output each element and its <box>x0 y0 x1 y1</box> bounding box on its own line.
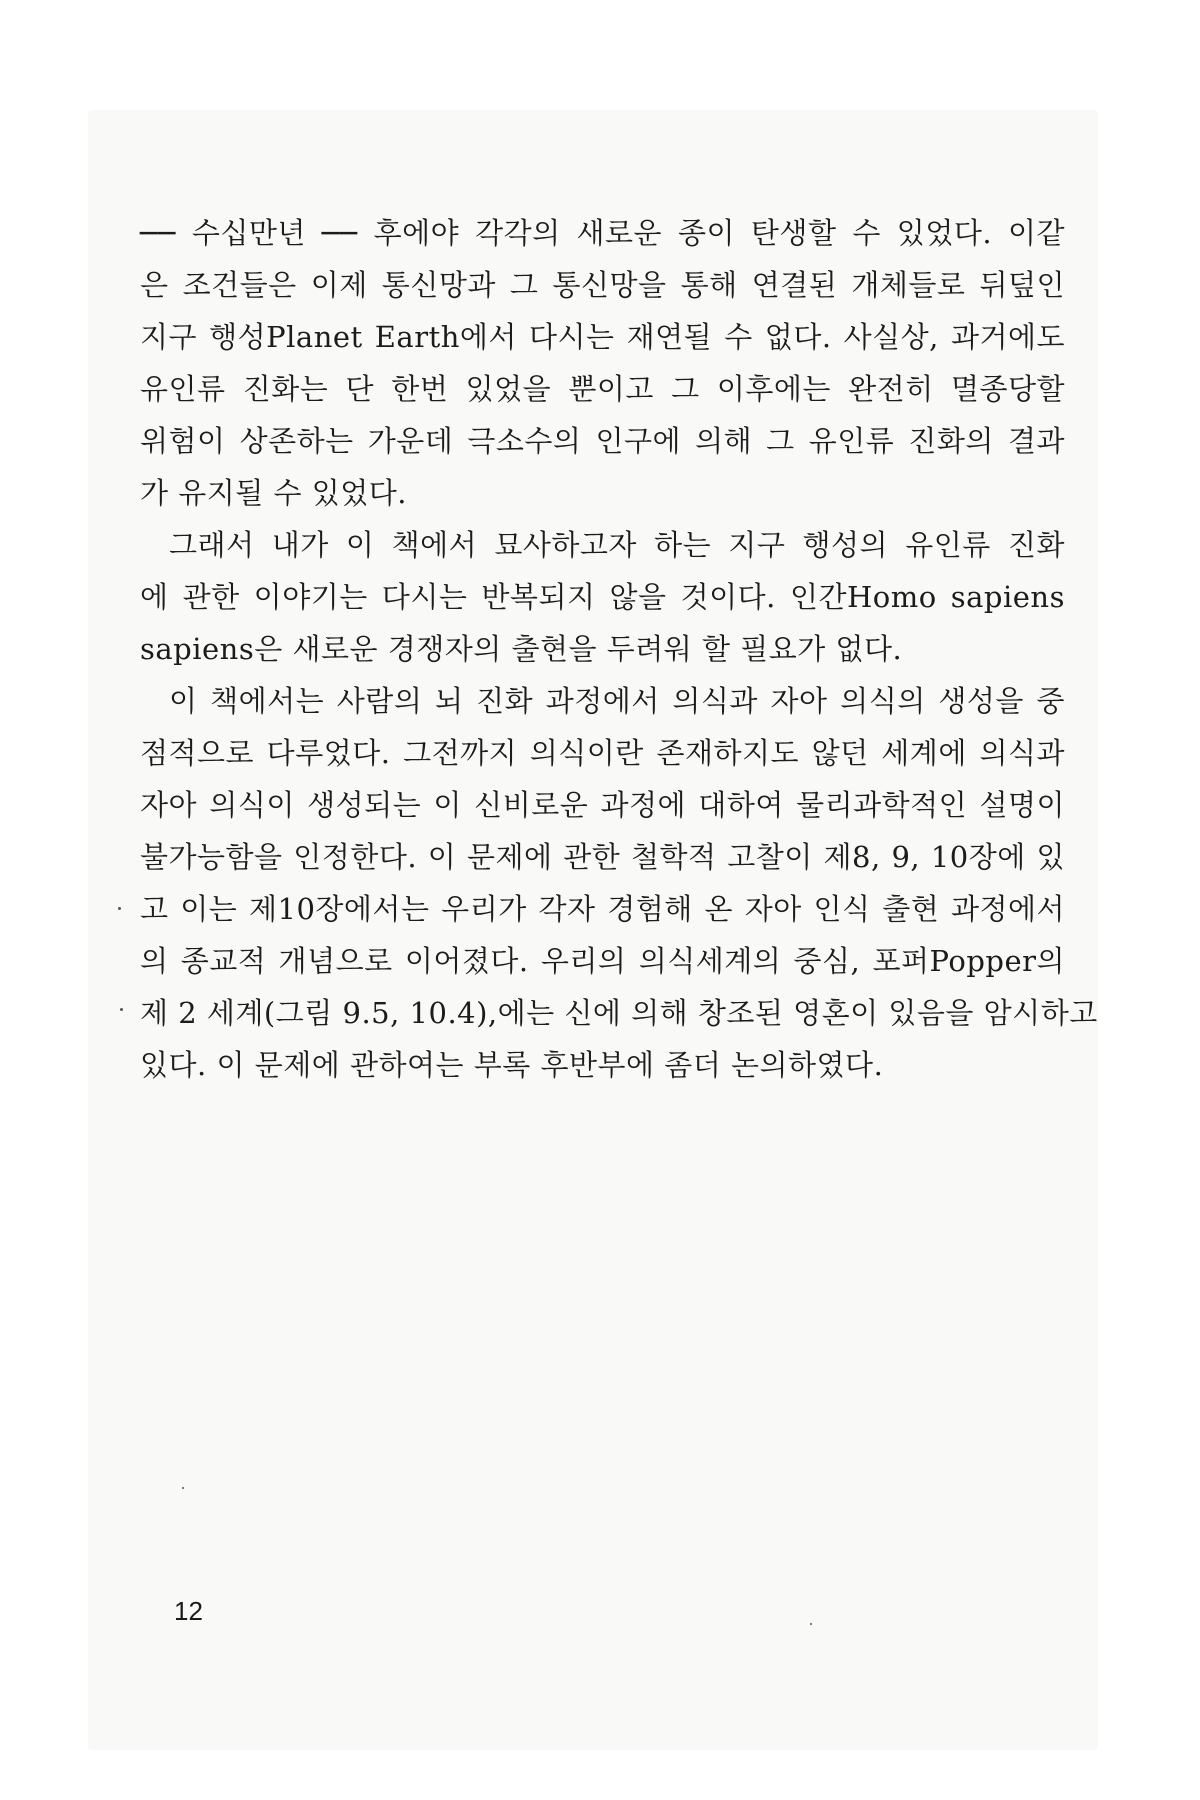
text-line: 은 조건들은 이제 통신망과 그 통신망을 통해 연결된 개체들로 뒤덮인 <box>140 268 1065 302</box>
page-number: 12 <box>174 1596 203 1626</box>
text-line: 제 2 세계(그림 9.5, 10.4),에는 신에 의해 창조된 영혼이 있음을 암시하고 <box>140 996 1098 1030</box>
text-line: 위험이 상존하는 가운데 극소수의 인구에 의해 그 유인류 진화의 결과 <box>140 424 1065 458</box>
text-line: 점적으로 다루었다. 그전까지 의식이란 존재하지도 않던 세계에 의식과 <box>140 736 1065 770</box>
text-line: 지구 행성Planet Earth에서 다시는 재연될 수 없다. 사실상, 과거에도 <box>140 320 1065 354</box>
text-line: sapiens은 새로운 경쟁자의 출현을 두려워 할 필요가 없다. <box>140 632 903 666</box>
text-line: 의 종교적 개념으로 이어졌다. 우리의 의식세계의 중심, 포퍼Popper의 <box>140 944 1065 978</box>
text-line: 이 책에서는 사람의 뇌 진화 과정에서 의식과 자아 의식의 생성을 중 <box>169 684 1065 718</box>
scan-speck <box>120 1008 123 1011</box>
text-line: 가 유지될 수 있었다. <box>140 476 407 510</box>
text-line: 유인류 진화는 단 한번 있었을 뿐이고 그 이후에는 완전히 멸종당할 <box>140 372 1065 406</box>
body-text <box>140 207 1098 1091</box>
text-line: 자아 의식이 생성되는 이 신비로운 과정에 대하여 물리과학적인 설명이 <box>140 788 1065 822</box>
text-line: 고 이는 제10장에서는 우리가 각자 경험해 온 자아 인식 출현 과정에서 <box>140 892 1065 926</box>
scan-speck <box>182 1487 184 1489</box>
text-line: 불가능함을 인정한다. 이 문제에 관한 철학적 고찰이 제8, 9, 10장에 있 <box>140 840 1065 874</box>
text-line: ── 수십만년 ── 후에야 각각의 새로운 종이 탄생할 수 있었다. 이같 <box>140 216 1065 250</box>
scan-speck <box>118 907 121 910</box>
text-line: 에 관한 이야기는 다시는 반복되지 않을 것이다. 인간Homo sapiens <box>140 580 1065 614</box>
text-line: 그래서 내가 이 책에서 묘사하고자 하는 지구 행성의 유인류 진화 <box>169 528 1065 562</box>
text-line: 있다. 이 문제에 관하여는 부록 후반부에 좀더 논의하였다. <box>140 1048 884 1082</box>
scan-speck <box>810 1623 812 1625</box>
